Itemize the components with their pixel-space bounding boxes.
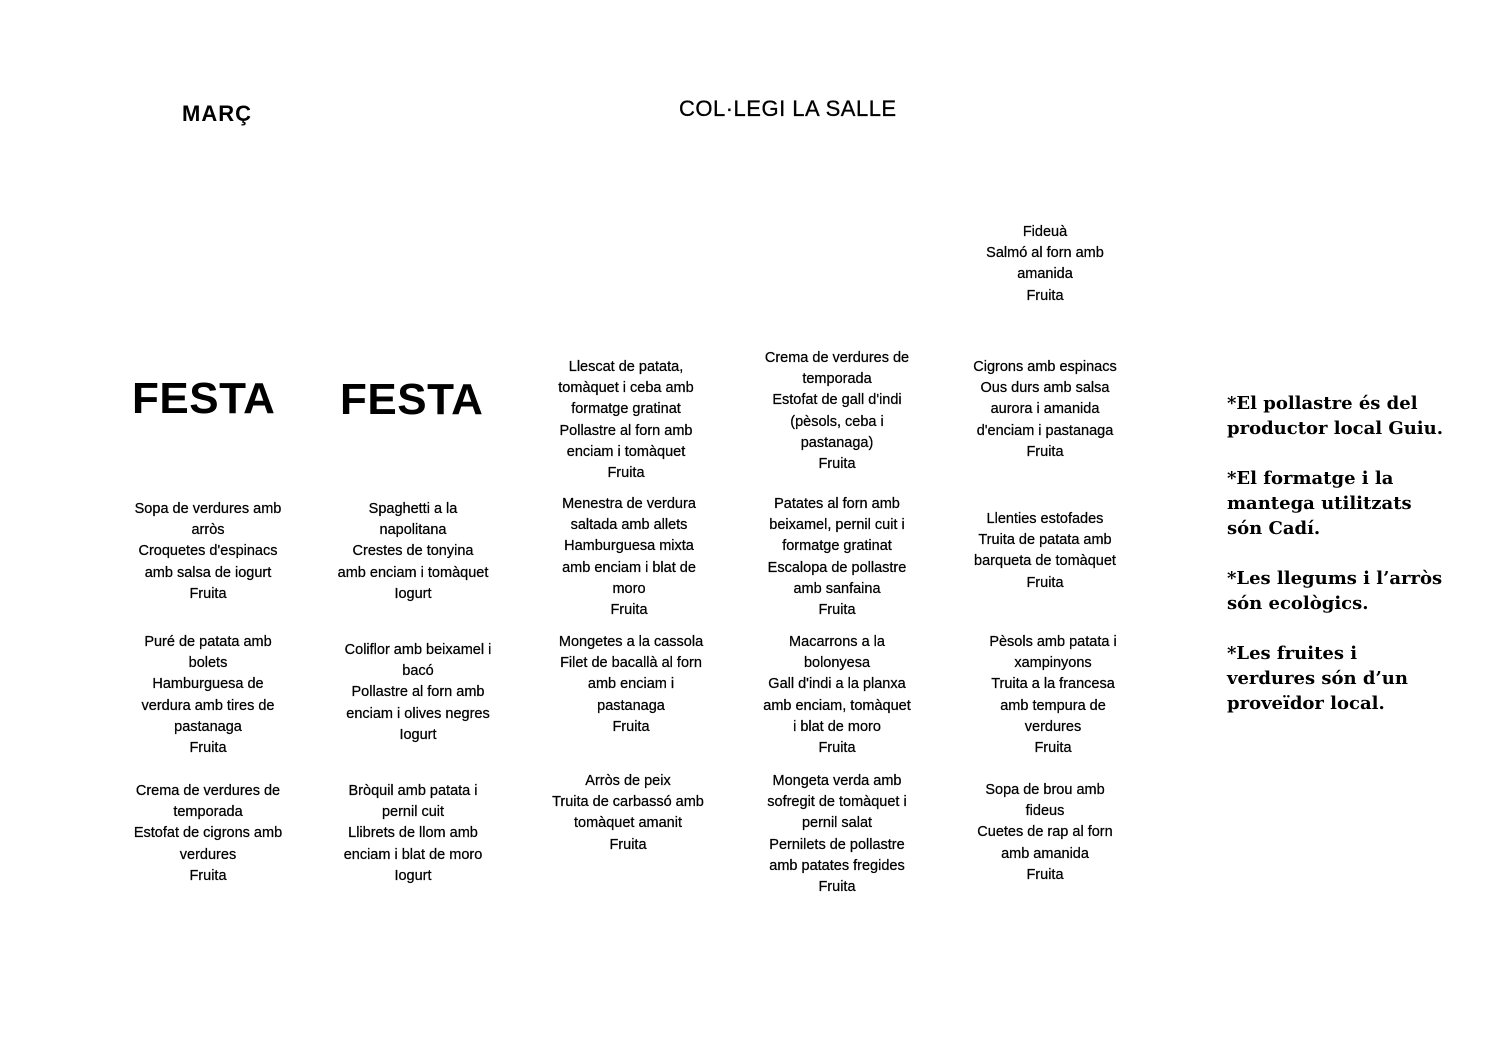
note-line: *Les llegums i l’arròs — [1227, 568, 1443, 589]
menu-line: Fruita — [1026, 443, 1064, 460]
note-pollastre — [1227, 391, 1487, 441]
menu-line: Fruita — [818, 879, 856, 896]
note-line: proveïdor local. — [1227, 693, 1385, 714]
notes-panel — [1227, 391, 1487, 741]
menu-line: amb enciam i blat de — [562, 559, 696, 576]
menu-cell-w3-wed — [529, 494, 729, 621]
menu-line: Mongeta verda amb — [772, 773, 902, 789]
menu-cell-w4-thu — [737, 632, 937, 759]
holiday-label-2: FESTA — [340, 375, 484, 424]
menu-line: Gall d'indi a la planxa — [768, 676, 906, 693]
menu-line: amb enciam i — [587, 676, 675, 693]
menu-line: amb tempura de — [1000, 697, 1106, 714]
menu-line: amb sanfaina — [793, 580, 881, 597]
menu-line: enciam i blat de moro — [343, 846, 483, 863]
menu-line: tomàquet amanit — [573, 815, 682, 832]
menu-line: arròs — [191, 522, 225, 539]
menu-line: Sopa de brou amb — [985, 782, 1105, 798]
menu-line: Fruita — [818, 740, 856, 757]
menu-line: pastanaga — [174, 718, 242, 735]
menu-line: Fruita — [607, 465, 645, 482]
menu-line: Estofat de gall d'indi — [772, 392, 902, 409]
month-title: MARÇ — [182, 101, 252, 126]
menu-cell-w4-mon — [108, 632, 308, 759]
menu-line: Fruita — [610, 602, 648, 619]
menu-line: Fruita — [1026, 574, 1064, 591]
menu-line: Truita de carbassó amb — [552, 794, 704, 811]
menu-line: Fruita — [609, 836, 647, 853]
menu-line: Pollastre al forn amb — [559, 422, 693, 439]
menu-line: pernil cuit — [381, 804, 445, 821]
menu-line: pernil salat — [801, 815, 873, 832]
menu-cell-w3-tue — [313, 499, 513, 605]
menu-line: Iogurt — [394, 867, 432, 884]
menu-line: Fruita — [189, 585, 227, 602]
menu-line: Spaghetti a la — [368, 501, 458, 517]
menu-line: xampinyons — [1014, 655, 1092, 672]
menu-line: pastanaga) — [800, 434, 874, 451]
menu-line: Fruita — [189, 867, 227, 884]
menu-line: Cuetes de rap al forn — [977, 824, 1113, 841]
menu-cell-w5-wed — [528, 771, 728, 856]
menu-line: napolitana — [379, 522, 447, 539]
menu-line: Hamburguesa mixta — [564, 538, 694, 555]
menu-line: Fruita — [1026, 866, 1064, 883]
menu-line: Bròquil amb patata i — [348, 783, 478, 799]
menu-cell-w4-fri — [953, 632, 1153, 759]
menu-cell-w1-fri — [945, 222, 1145, 307]
menu-line: enciam i olives negres — [346, 705, 490, 722]
menu-line: Crestes de tonyina — [352, 543, 474, 560]
menu-line: Arròs de peix — [585, 773, 671, 789]
menu-line: amb amanida — [1001, 845, 1089, 862]
menu-cell-w2-wed — [526, 357, 726, 484]
menu-line: verdures — [1024, 718, 1082, 735]
menu-line: Filet de bacallà al forn — [560, 655, 702, 672]
menu-cell-w5-mon — [108, 781, 308, 887]
note-line: verdures són d’un — [1227, 668, 1408, 689]
menu-line: Puré de patata amb — [144, 634, 272, 650]
menu-line: saltada amb allets — [570, 517, 688, 534]
menu-line: amanida — [1017, 266, 1073, 283]
menu-cell-w2-thu — [737, 348, 937, 475]
menu-line: moro — [612, 580, 646, 597]
menu-line: Macarrons a la — [789, 634, 885, 650]
note-line: mantega utilitzats — [1227, 493, 1412, 514]
menu-line: Coliflor amb beixamel i — [344, 642, 492, 658]
menu-line: Estofat de cigrons amb — [133, 825, 283, 842]
menu-line: Salmó al forn amb — [986, 245, 1104, 262]
menu-cell-w3-thu — [737, 494, 937, 621]
menu-line: temporada — [173, 804, 243, 821]
school-title: COL·LEGI LA SALLE — [679, 96, 897, 121]
menu-line: Iogurt — [399, 726, 437, 743]
menu-cell-w3-mon — [108, 499, 308, 605]
menu-line: (pèsols, ceba i — [790, 413, 884, 430]
note-fruites — [1227, 641, 1487, 716]
menu-line: Escalopa de pollastre — [767, 559, 907, 576]
menu-line: temporada — [802, 371, 872, 388]
menu-line: pastanaga — [597, 697, 665, 714]
menu-cell-w5-tue — [313, 781, 513, 887]
menu-cell-w3-fri — [945, 509, 1145, 594]
menu-line: Fruita — [818, 602, 856, 619]
menu-line: fideus — [1025, 803, 1065, 820]
menu-line: barqueta de tomàquet — [974, 553, 1116, 570]
menu-line: Croquetes d'espinacs — [138, 543, 278, 560]
note-line: *Les fruites i — [1227, 643, 1358, 664]
note-formatge — [1227, 466, 1487, 541]
menu-line: bolonyesa — [803, 655, 871, 672]
menu-cell-w4-tue — [318, 640, 518, 746]
menu-line: Fideuà — [1022, 224, 1068, 240]
menu-line: Fruita — [612, 718, 650, 735]
menu-cell-w4-wed — [531, 632, 731, 738]
menu-line: amb patates fregides — [769, 857, 905, 874]
menu-line: verdures — [179, 846, 237, 863]
menu-cell-w5-fri — [945, 780, 1145, 886]
menu-line: Llenties estofades — [986, 511, 1104, 527]
menu-line: bolets — [188, 655, 228, 672]
menu-line: Truita a la francesa — [991, 676, 1115, 693]
menu-cell-w2-fri — [945, 357, 1145, 463]
menu-line: Llescat de patata, — [568, 359, 684, 375]
menu-line: Fruita — [1026, 287, 1064, 304]
note-line: són Cadí. — [1227, 518, 1321, 539]
menu-line: amb enciam i tomàquet — [337, 564, 489, 581]
holiday-label-1: FESTA — [132, 374, 276, 423]
menu-line: Pèsols amb patata i — [989, 634, 1117, 650]
menu-line: Crema de verdures de — [135, 783, 281, 799]
menu-line: Cigrons amb espinacs — [973, 359, 1117, 375]
menu-line: amb enciam, tomàquet — [763, 697, 911, 714]
note-line: són ecològics. — [1227, 593, 1369, 614]
menu-line: Mongetes a la cassola — [558, 634, 704, 650]
menu-line: amb salsa de iogurt — [144, 564, 272, 581]
menu-line: tomàquet i ceba amb — [558, 380, 694, 397]
note-line: productor local Guiu. — [1227, 418, 1443, 439]
menu-line: Patates al forn amb — [774, 496, 900, 512]
menu-line: bacó — [402, 663, 434, 680]
menu-line: Pernilets de pollastre — [769, 836, 905, 853]
menu-line: enciam i tomàquet — [566, 443, 686, 460]
menu-line: Fruita — [818, 456, 856, 473]
menu-line: aurora i amanida — [990, 401, 1100, 418]
note-llegums — [1227, 566, 1487, 616]
menu-line: sofregit de tomàquet i — [767, 794, 907, 811]
menu-line: formatge gratinat — [571, 401, 681, 418]
menu-line: Truita de patata amb — [978, 532, 1112, 549]
menu-line: beixamel, pernil cuit i — [769, 517, 905, 534]
menu-line: i blat de moro — [793, 718, 881, 735]
menu-line: Iogurt — [394, 585, 432, 602]
menu-line: Crema de verdures de — [764, 350, 910, 366]
menu-line: Ous durs amb salsa — [980, 380, 1110, 397]
note-line: *El pollastre és del — [1227, 393, 1418, 414]
menu-line: Llibrets de llom amb — [348, 825, 478, 842]
menu-line: Fruita — [1034, 740, 1072, 757]
menu-line: Menestra de verdura — [562, 496, 696, 512]
menu-line: verdura amb tires de — [141, 697, 275, 714]
menu-line: Pollastre al forn amb — [351, 684, 485, 701]
menu-line: Hamburguesa de — [152, 676, 264, 693]
note-line: *El formatge i la — [1227, 468, 1394, 489]
menu-line: formatge gratinat — [782, 538, 892, 555]
menu-line: Fruita — [189, 740, 227, 757]
menu-cell-w5-thu — [737, 771, 937, 898]
menu-line: Sopa de verdures amb — [134, 501, 282, 517]
menu-line: d'enciam i pastanaga — [976, 422, 1114, 439]
